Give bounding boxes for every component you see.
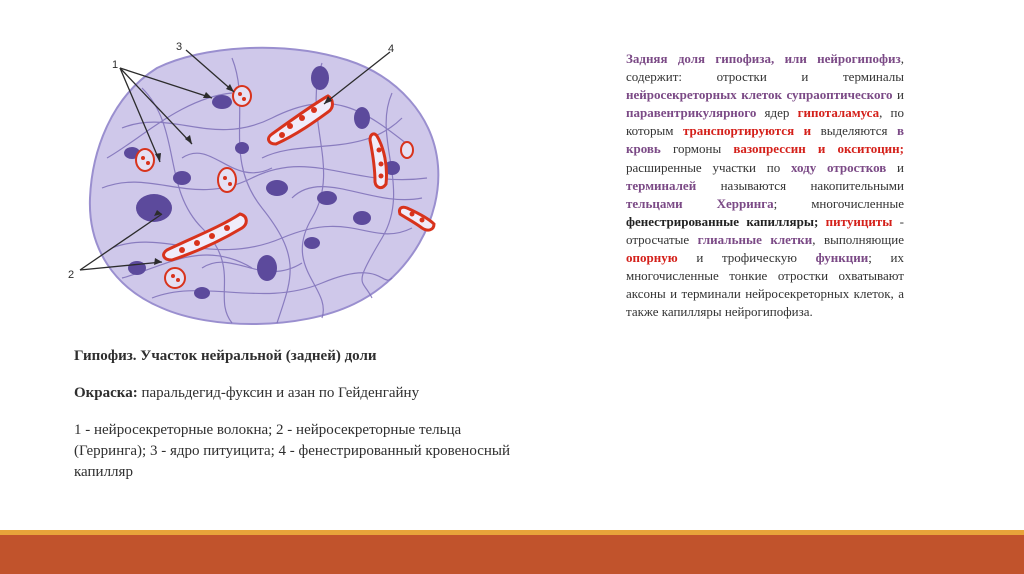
stain-text: паральдегид-фуксин и азан по Гейденгайну	[137, 385, 420, 401]
term-functions: функции	[815, 250, 869, 266]
label-3: 3	[176, 41, 183, 53]
desc-text: и	[892, 87, 904, 103]
desc-text: , по которым	[626, 105, 904, 139]
term-hormones: вазопрессин и окситоцин;	[733, 141, 904, 157]
term-neurosecretory-cells: нейросекреторных клеток супраоптического	[626, 87, 893, 103]
label-4: 4	[388, 43, 395, 55]
desc-text	[818, 214, 825, 229]
term-terminals: терминалей	[626, 177, 697, 193]
term-paraventricular: паравентрикулярного	[626, 105, 757, 121]
term-transported: транспортируются и	[682, 123, 812, 139]
desc-text: расширенные участки по	[626, 159, 792, 175]
description-text	[626, 50, 904, 321]
desc-text: , содержит: отростки и терминалы	[626, 51, 904, 85]
footer-bar	[0, 535, 1024, 574]
term-herring-bodies: тельцами Херринга	[626, 195, 774, 211]
term-support: опорную	[626, 250, 678, 266]
term-processes: ходу отростков	[791, 159, 887, 175]
desc-text: и трофическую	[677, 250, 816, 266]
caption-title: Гипофиз. Участок нейральной (задней) доли	[74, 348, 377, 364]
term-pituicytes: питуициты	[825, 213, 893, 229]
term-posterior-lobe: Задняя доля гипофиза, или нейрогипофиз	[626, 51, 901, 66]
stain-label: Окраска:	[74, 385, 138, 401]
desc-text: называются накопительными	[696, 177, 904, 193]
desc-text: ядер	[756, 105, 798, 121]
desc-text: и	[886, 159, 905, 175]
desc-text: ; многочисленные	[773, 195, 904, 211]
term-fenestrated-capillaries: фенестрированные капилляры;	[626, 213, 819, 229]
term-hypothalamus: гипоталамуса	[797, 105, 880, 121]
label-1: 1	[112, 59, 119, 71]
term-glial-cells: глиальные клетки	[697, 231, 813, 247]
caption-stain	[74, 383, 524, 404]
desc-text: , выполняющие	[812, 231, 904, 247]
histology-figure	[62, 38, 440, 330]
figure-caption	[74, 346, 524, 483]
desc-text: ; их многочисленные тонкие отростки охватывают аксоны и терминали нейросекреторных клеток, а также капилляры нейрогипофиза.	[626, 250, 904, 320]
term-blood: в кровь	[626, 123, 904, 157]
desc-text: выделяются	[811, 123, 897, 139]
desc-text: гормоны	[660, 141, 734, 157]
label-2: 2	[68, 269, 75, 281]
caption-legend: 1 - нейросекреторные волокна; 2 - нейросекреторные тельца (Герринга); 3 - ядро питуицита; 4 - фенестрированный кровеносный капилляр	[74, 422, 510, 480]
desc-text: - отросчатые	[626, 213, 904, 247]
